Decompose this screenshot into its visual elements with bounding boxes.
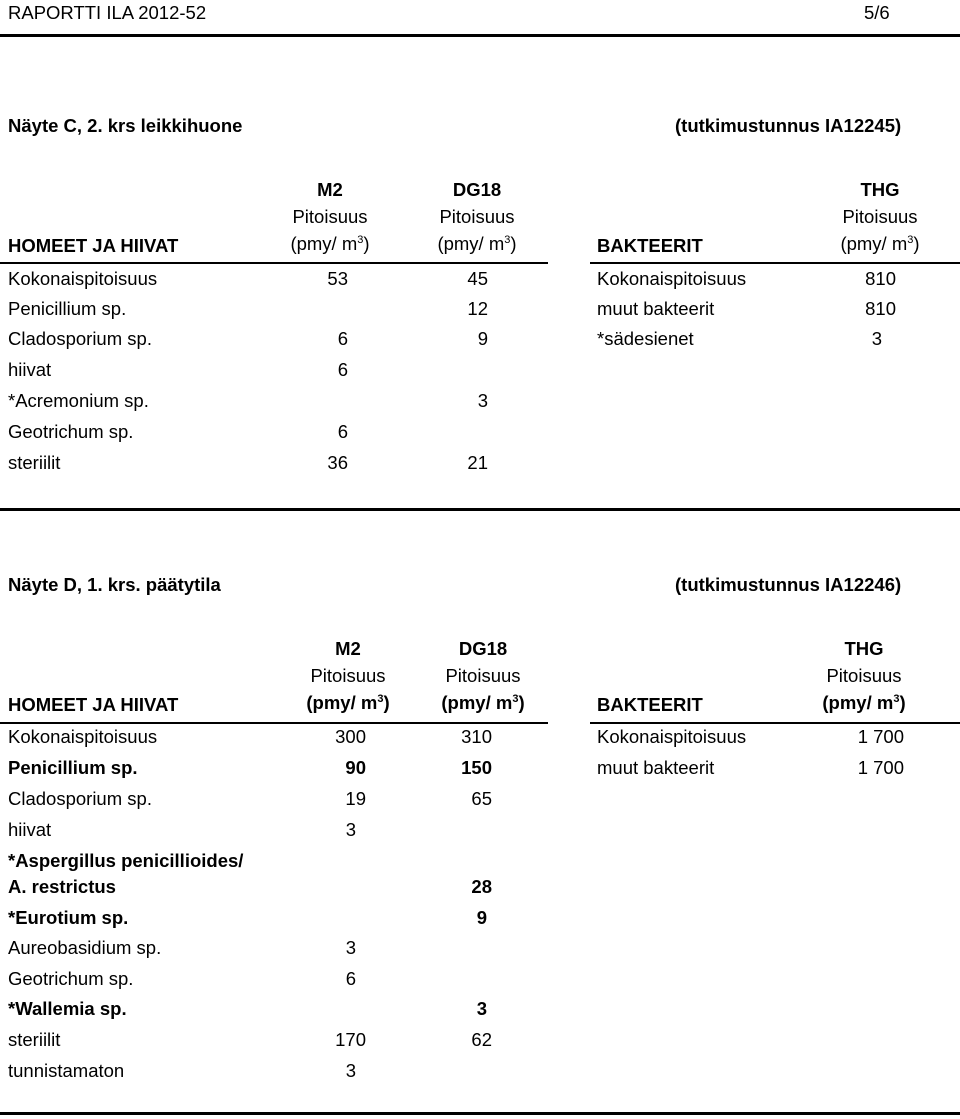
unit-label xyxy=(800,689,928,716)
conc-label: Pitoisuus xyxy=(445,665,521,686)
table-row-name: Cladosporium sp. xyxy=(8,328,152,349)
conc-label: Pitoisuus xyxy=(826,665,902,686)
table-row-name: Cladosporium sp. xyxy=(8,788,152,809)
table-row-name: Aureobasidium sp. xyxy=(8,937,162,958)
table-row-m2: 90 xyxy=(345,757,366,778)
bacteria-row-name: *sädesienet xyxy=(597,328,694,349)
table-row-dg18: 3 xyxy=(477,390,488,411)
m2-label: M2 xyxy=(317,179,343,200)
bacteria-row-thg: 810 xyxy=(865,298,896,319)
bacteria-row-thg: 810 xyxy=(865,268,896,289)
bacteria-header: BAKTEERIT xyxy=(597,235,703,256)
table-row-dg18: 28 xyxy=(471,876,492,897)
unit-base: (pmy/ m xyxy=(306,692,378,713)
bacteria-header-rule xyxy=(590,262,960,264)
table-row-dg18: 9 xyxy=(476,907,487,928)
table-row-dg18: 21 xyxy=(467,452,488,473)
unit-close: ) xyxy=(510,233,517,254)
bacteria-header: BAKTEERIT xyxy=(597,694,703,715)
table-row-dg18: 3 xyxy=(476,998,487,1019)
unit-label xyxy=(288,689,408,716)
bacteria-row-name: muut bakteerit xyxy=(597,757,715,778)
dg18-column-header xyxy=(418,635,548,716)
m2-column-header xyxy=(270,176,390,257)
table-row-m2: 36 xyxy=(327,452,348,473)
unit-base: (pmy/ m xyxy=(822,692,894,713)
unit-exp: 3 xyxy=(893,693,900,705)
conc-label: Pitoisuus xyxy=(842,206,918,227)
table-row-m2: 300 xyxy=(335,726,366,747)
unit-label xyxy=(270,230,390,257)
thg-column-header xyxy=(816,176,944,257)
table-row-m2: 6 xyxy=(337,328,348,349)
bacteria-row-name: muut bakteerit xyxy=(597,298,715,319)
table-row-dg18: 45 xyxy=(467,268,488,289)
conc-label: Pitoisuus xyxy=(310,665,386,686)
bacteria-row-thg: 1 700 xyxy=(857,757,904,778)
table-row-name: hiivat xyxy=(8,819,52,840)
sample-d-title: Näyte D, 1. krs. päätytila xyxy=(8,574,221,595)
table-row-name: Geotrichum sp. xyxy=(8,421,134,442)
thg-label: THG xyxy=(860,179,900,200)
page-number: 5/6 xyxy=(864,2,890,23)
table-row-name: Kokonaispitoisuus xyxy=(8,268,158,289)
report-title: RAPORTTI ILA 2012-52 xyxy=(8,2,207,23)
fungi-header: HOMEET JA HIIVAT xyxy=(8,694,179,715)
unit-label xyxy=(412,230,542,257)
table-row-dg18: 65 xyxy=(471,788,492,809)
unit-exp: 3 xyxy=(377,693,384,705)
table-row-name: *Eurotium sp. xyxy=(8,907,129,928)
table-row-name: *Aspergillus penicillioides/ xyxy=(8,850,244,871)
unit-close: ) xyxy=(518,692,525,713)
table-row-name: steriilit xyxy=(8,452,61,473)
table-row-name: steriilit xyxy=(8,1029,61,1050)
unit-base: (pmy/ m xyxy=(290,233,358,254)
unit-base: (pmy/ m xyxy=(437,233,505,254)
table-row-m2: 6 xyxy=(337,359,348,380)
table-row-name: Geotrichum sp. xyxy=(8,968,134,989)
unit-label xyxy=(418,689,548,716)
m2-label: M2 xyxy=(335,638,361,659)
unit-label xyxy=(816,230,944,257)
table-row-dg18: 12 xyxy=(467,298,488,319)
table-row-m2: 53 xyxy=(327,268,348,289)
table-row-name: *Acremonium sp. xyxy=(8,390,149,411)
unit-close: ) xyxy=(383,692,390,713)
sample-d-study-id: (tutkimustunnus IA12246) xyxy=(675,574,902,595)
bacteria-header-rule xyxy=(590,722,960,724)
fungi-header: HOMEET JA HIIVAT xyxy=(8,235,179,256)
bacteria-row-name: Kokonaispitoisuus xyxy=(597,268,747,289)
table-row-name: Kokonaispitoisuus xyxy=(8,726,158,747)
header-rule xyxy=(0,34,960,37)
table-row-dg18: 9 xyxy=(477,328,488,349)
dg18-label: DG18 xyxy=(458,638,508,659)
table-row-dg18: 62 xyxy=(471,1029,492,1050)
unit-exp: 3 xyxy=(512,693,519,705)
sample-c-study-id: (tutkimustunnus IA12245) xyxy=(675,115,902,136)
table-row-name: Penicillium sp. xyxy=(8,757,138,778)
bacteria-row-thg: 3 xyxy=(871,328,882,349)
table-row-name: tunnistamaton xyxy=(8,1060,125,1081)
unit-close: ) xyxy=(899,692,906,713)
fungi-header-rule xyxy=(0,722,548,724)
table-row-name-continued: A. restrictus xyxy=(8,876,116,897)
conc-label: Pitoisuus xyxy=(439,206,515,227)
conc-label: Pitoisuus xyxy=(292,206,368,227)
footer-rule xyxy=(0,1112,960,1115)
unit-exp: 3 xyxy=(907,234,914,246)
unit-exp: 3 xyxy=(504,234,511,246)
table-row-m2: 3 xyxy=(345,819,356,840)
table-row-m2: 6 xyxy=(345,968,356,989)
table-row-m2: 3 xyxy=(345,1060,356,1081)
dg18-column-header xyxy=(412,176,542,257)
table-row-m2: 170 xyxy=(335,1029,366,1050)
section-separator xyxy=(0,508,960,511)
table-row-dg18: 150 xyxy=(461,757,492,778)
unit-exp: 3 xyxy=(357,234,364,246)
table-row-name: Penicillium sp. xyxy=(8,298,127,319)
table-row-name: hiivat xyxy=(8,359,52,380)
unit-base: (pmy/ m xyxy=(441,692,513,713)
thg-column-header xyxy=(800,635,928,716)
dg18-label: DG18 xyxy=(452,179,502,200)
table-row-m2: 19 xyxy=(345,788,366,809)
table-row-m2: 3 xyxy=(345,937,356,958)
table-row-name: *Wallemia sp. xyxy=(8,998,127,1019)
unit-close: ) xyxy=(363,233,370,254)
sample-c-title: Näyte C, 2. krs leikkihuone xyxy=(8,115,243,136)
m2-column-header xyxy=(288,635,408,716)
fungi-header-rule xyxy=(0,262,548,264)
thg-label: THG xyxy=(844,638,884,659)
bacteria-row-name: Kokonaispitoisuus xyxy=(597,726,747,747)
bacteria-row-thg: 1 700 xyxy=(857,726,904,747)
unit-base: (pmy/ m xyxy=(840,233,908,254)
table-row-m2: 6 xyxy=(337,421,348,442)
table-row-dg18: 310 xyxy=(461,726,492,747)
unit-close: ) xyxy=(913,233,920,254)
